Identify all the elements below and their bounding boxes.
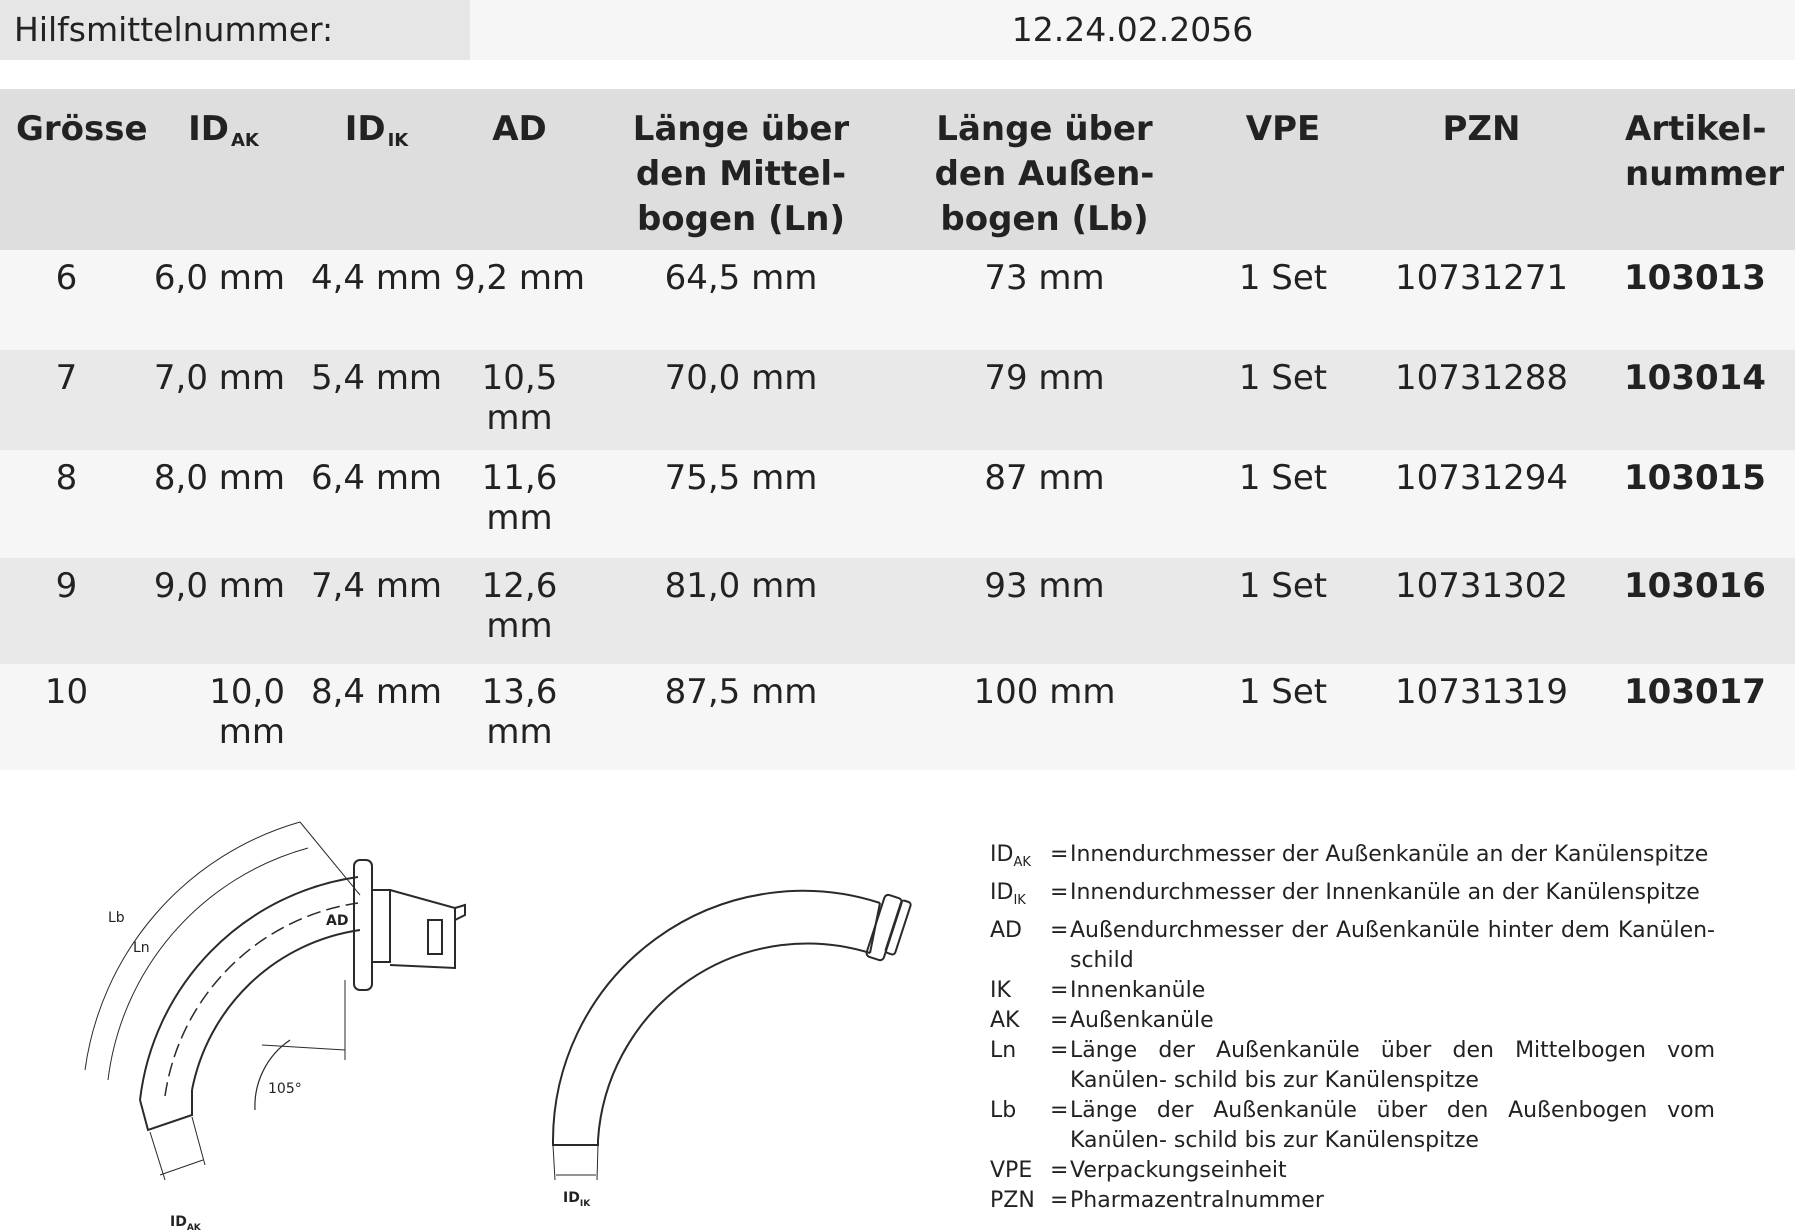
label-angle: 105° xyxy=(268,1081,302,1097)
legend-abbr: AD xyxy=(990,918,1022,943)
legend-desc: Außenkanüle xyxy=(1070,1008,1214,1033)
table-row xyxy=(0,664,1795,770)
legend-desc: Außendurchmesser der Außenkanüle hinter dem Kanülen- schild xyxy=(1070,918,1715,973)
cell-id-ik: 7,4 mm xyxy=(305,558,448,664)
col-header-id-ik: ID $_{IK}$ xyxy=(305,89,448,250)
cell-ln: 81,0 mm xyxy=(591,558,891,664)
col-header-artikel: Artikel- nummer xyxy=(1595,89,1795,250)
outer-cannula-drawing xyxy=(85,822,465,1180)
table-row xyxy=(0,350,1795,450)
cell-lb: 87 mm xyxy=(891,450,1198,558)
cell-id-ak: 10,0 mm xyxy=(142,664,305,770)
table-row xyxy=(0,450,1795,558)
legend-abbr: $ID_{IK}$ xyxy=(990,880,1026,908)
cell-groesse: 9 xyxy=(0,558,142,664)
cell-pzn: 10731302 xyxy=(1368,558,1595,664)
cell-ad: 9,2 mm xyxy=(448,250,591,350)
legend-abbr: PZN xyxy=(990,1188,1035,1213)
legend-item: $ID_{AK}$ = Innendurchmesser der Außenkanüle an der Kanülenspitze xyxy=(990,840,1715,878)
legend-item: Ln = Länge der Außenkanüle über den Mittelbogen vom Kanülen- schild bis zur Kanülenspitze xyxy=(990,1036,1715,1096)
cell-ln: 87,5 mm xyxy=(591,664,891,770)
cell-artikel: 103014 xyxy=(1595,350,1795,450)
cell-vpe: 1 Set xyxy=(1198,350,1368,450)
col-header-vpe: VPE xyxy=(1198,89,1368,250)
cell-pzn: 10731294 xyxy=(1368,450,1595,558)
label-ad: AD xyxy=(326,913,349,929)
legend-item: Lb = Länge der Außenkanüle über den Außenbogen vom Kanülen- schild bis zur Kanülenspitze xyxy=(990,1096,1715,1156)
legend-item: AK = Außenkanüle xyxy=(990,1006,1715,1036)
cell-groesse: 8 xyxy=(0,450,142,558)
cell-artikel: 103015 xyxy=(1595,450,1795,558)
legend-item: VPE = Verpackungseinheit xyxy=(990,1156,1715,1186)
cell-id-ak: 7,0 mm xyxy=(142,350,305,450)
cell-artikel: 103017 xyxy=(1595,664,1795,770)
legend-item: $ID_{IK}$ = Innendurchmesser der Innenkanüle an der Kanülenspitze xyxy=(990,878,1715,916)
label-lb: Lb xyxy=(108,910,125,926)
cell-groesse: 7 xyxy=(0,350,142,450)
legend-abbr: VPE xyxy=(990,1158,1033,1183)
legend-item: IK = Innenkanüle xyxy=(990,976,1715,1006)
cell-id-ik: 5,4 mm xyxy=(305,350,448,450)
col-header-pzn: PZN xyxy=(1368,89,1595,250)
cell-id-ik: 4,4 mm xyxy=(305,250,448,350)
cell-ad: 12,6 mm xyxy=(448,558,591,664)
cell-vpe: 1 Set xyxy=(1198,450,1368,558)
legend-desc: Länge der Außenkanüle über den Mittelbogen vom Kanülen- schild bis zur Kanülenspitze xyxy=(1070,1038,1715,1093)
legend-abbr: IK xyxy=(990,978,1011,1003)
hilfsmittelnummer-value: 12.24.02.2056 xyxy=(470,0,1795,60)
cannula-drawings xyxy=(0,760,960,1232)
cell-vpe: 1 Set xyxy=(1198,250,1368,350)
table-row xyxy=(0,558,1795,664)
cell-lb: 100 mm xyxy=(891,664,1198,770)
inner-cannula-drawing xyxy=(553,891,911,1180)
cell-groesse: 6 xyxy=(0,250,142,350)
col-header-groesse: Grösse xyxy=(0,89,142,250)
cell-id-ak: 8,0 mm xyxy=(142,450,305,558)
legend-desc: Innenkanüle xyxy=(1070,978,1206,1003)
col-header-id-ak: ID $_{AK}$ xyxy=(142,89,305,250)
hilfsmittelnummer-label: Hilfsmittelnummer: xyxy=(0,0,470,60)
cell-ad: 13,6 mm xyxy=(448,664,591,770)
cell-pzn: 10731319 xyxy=(1368,664,1595,770)
label-ln: Ln xyxy=(133,940,150,956)
legend-desc: Pharmazentralnummer xyxy=(1070,1188,1324,1213)
legend xyxy=(990,840,1715,1216)
cell-id-ik: 8,4 mm xyxy=(305,664,448,770)
legend-desc: Innendurchmesser der Innenkanüle an der Kanülenspitze xyxy=(1070,880,1700,905)
cell-id-ak: 6,0 mm xyxy=(142,250,305,350)
legend-desc: Verpackungseinheit xyxy=(1070,1158,1287,1183)
legend-abbr: Ln xyxy=(990,1038,1017,1063)
cell-ln: 64,5 mm xyxy=(591,250,891,350)
product-table xyxy=(0,89,1795,770)
cell-vpe: 1 Set xyxy=(1198,664,1368,770)
legend-abbr: $ID_{AK}$ xyxy=(990,842,1031,870)
cell-vpe: 1 Set xyxy=(1198,558,1368,664)
legend-item: AD = Außendurchmesser der Außenkanüle hinter dem Kanülen- schild xyxy=(990,916,1715,976)
cell-id-ik: 6,4 mm xyxy=(305,450,448,558)
col-header-ad: AD xyxy=(448,89,591,250)
legend-abbr: AK xyxy=(990,1008,1020,1033)
table-row xyxy=(0,250,1795,350)
table-header-row xyxy=(0,89,1795,250)
cell-lb: 79 mm xyxy=(891,350,1198,450)
cell-groesse: 10 xyxy=(0,664,142,770)
cell-artikel: 103013 xyxy=(1595,250,1795,350)
col-header-ln: Länge über den Mittel- bogen (Ln) xyxy=(591,89,891,250)
cell-ad: 11,6 mm xyxy=(448,450,591,558)
cell-pzn: 10731271 xyxy=(1368,250,1595,350)
cell-pzn: 10731288 xyxy=(1368,350,1595,450)
legend-desc: Innendurchmesser der Außenkanüle an der Kanülenspitze xyxy=(1070,842,1709,867)
legend-desc: Länge der Außenkanüle über den Außenbogen vom Kanülen- schild bis zur Kanülenspitze xyxy=(1070,1098,1715,1153)
cell-lb: 93 mm xyxy=(891,558,1198,664)
cell-artikel: 103016 xyxy=(1595,558,1795,664)
col-header-lb: Länge über den Außen- bogen (Lb) xyxy=(891,89,1198,250)
cell-ln: 70,0 mm xyxy=(591,350,891,450)
label-id-ik: $ID_{IK}$ xyxy=(563,1190,591,1209)
cell-lb: 73 mm xyxy=(891,250,1198,350)
cell-ad: 10,5 mm xyxy=(448,350,591,450)
legend-item: PZN = Pharmazentralnummer xyxy=(990,1186,1715,1216)
legend-abbr: Lb xyxy=(990,1098,1017,1123)
cell-ln: 75,5 mm xyxy=(591,450,891,558)
cell-id-ak: 9,0 mm xyxy=(142,558,305,664)
label-id-ak: $ID_{AK}$ xyxy=(170,1214,201,1232)
